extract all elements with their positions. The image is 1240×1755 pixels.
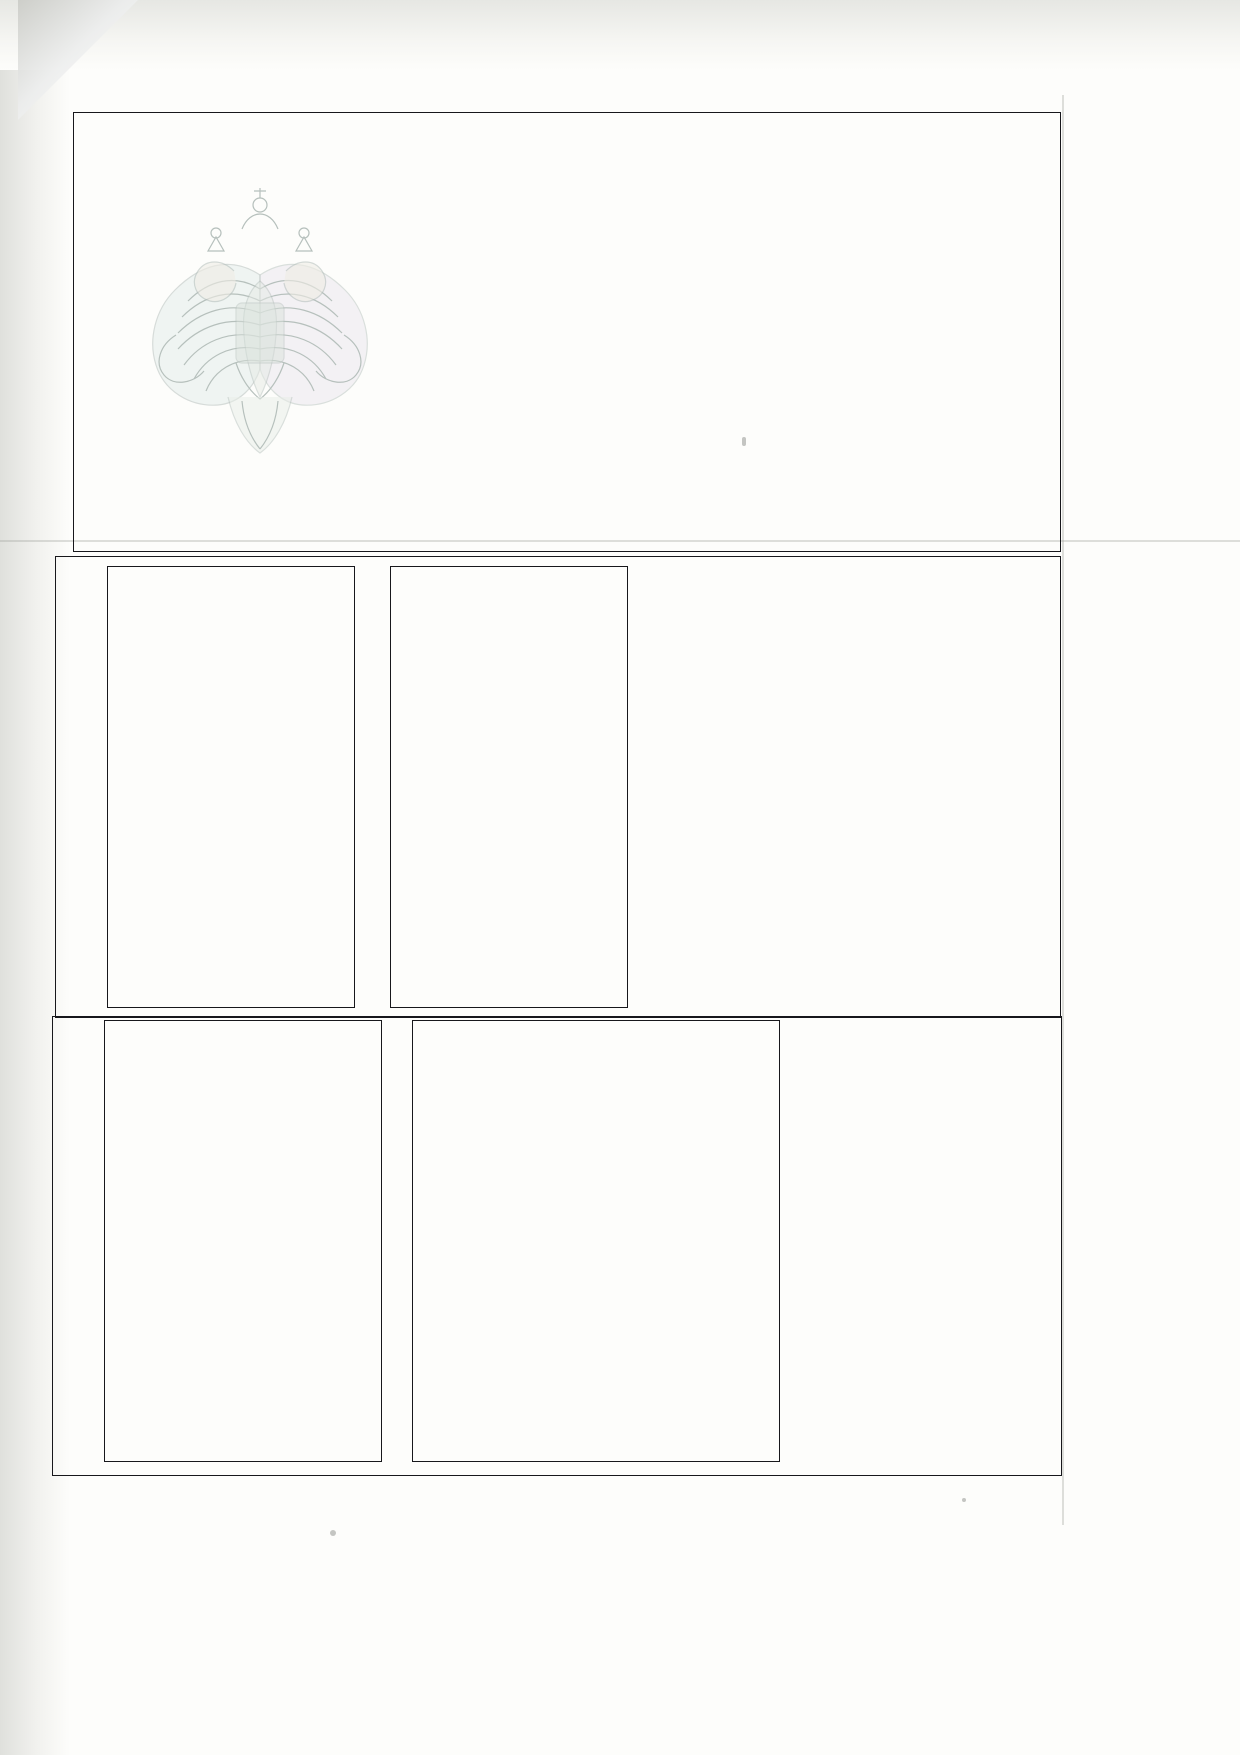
scan-speck bbox=[330, 1530, 336, 1536]
russian-double-headed-eagle-emblem bbox=[130, 185, 390, 475]
scan-top-shadow bbox=[0, 0, 1240, 70]
left-box2-frame bbox=[412, 1020, 780, 1462]
scan-speck bbox=[962, 1498, 966, 1502]
scan-vertical-fold bbox=[1062, 95, 1064, 1525]
left-box1-frame bbox=[104, 1020, 382, 1462]
middle-box1-frame bbox=[107, 566, 355, 1008]
middle-box2-frame bbox=[390, 566, 628, 1008]
